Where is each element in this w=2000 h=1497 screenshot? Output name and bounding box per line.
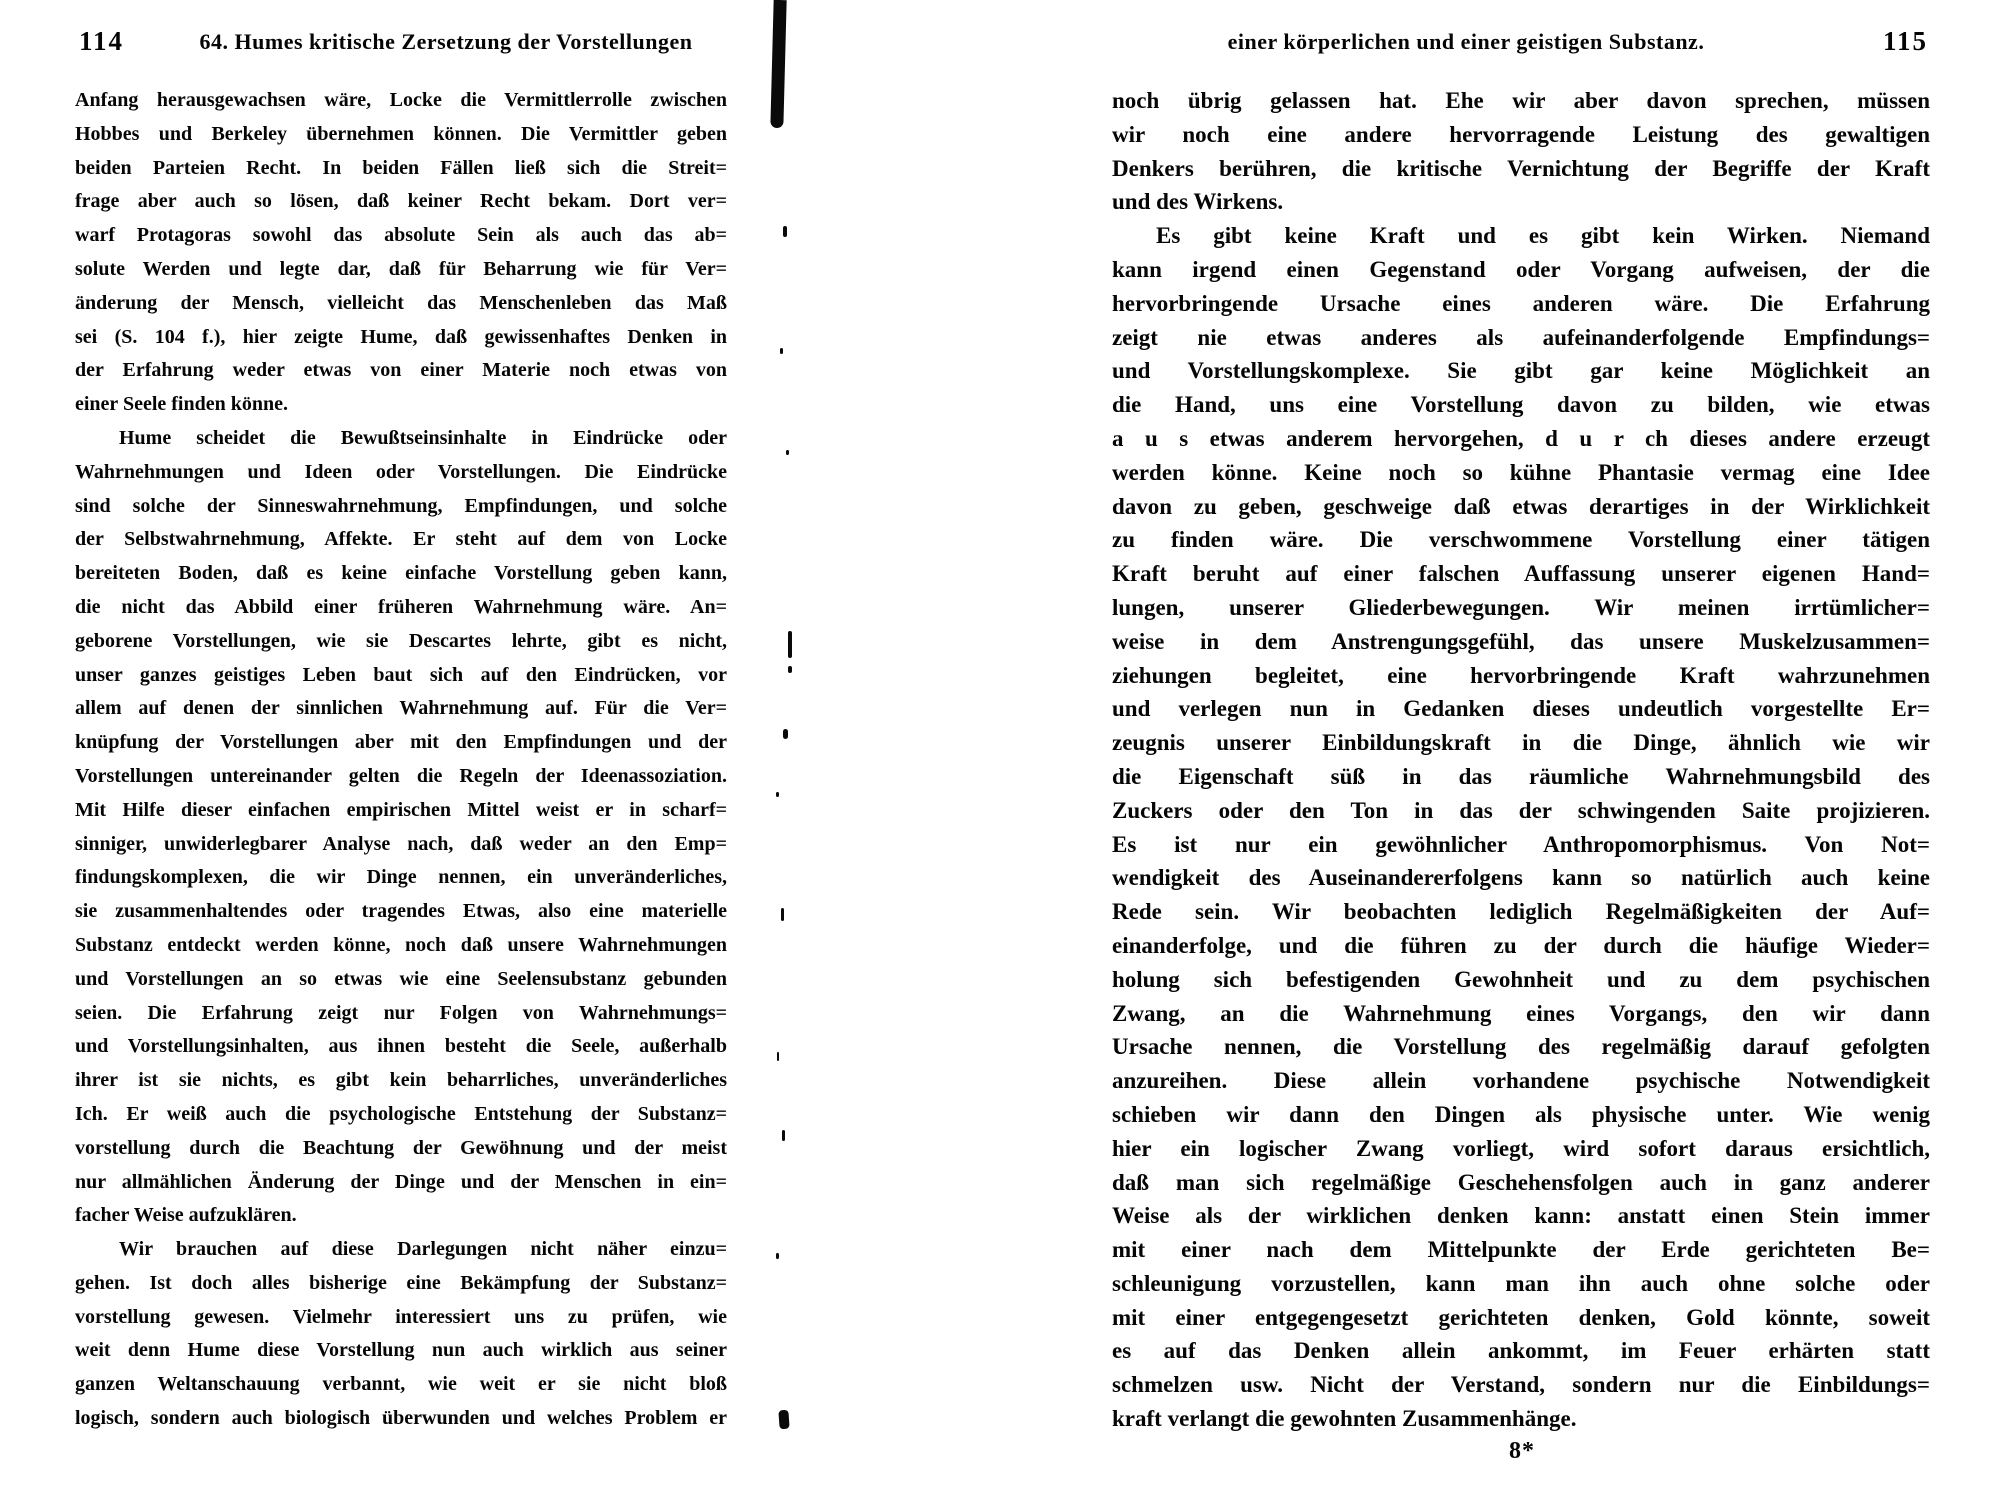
text-line: ihrer ist sie nichts, es gibt kein beharrliches, unveränderliches: [75, 1069, 727, 1092]
text-line: a u s etwas anderem hervorgehen, d u r ch dieses andere erzeugt: [1112, 425, 1930, 451]
page-text-block: [1112, 84, 1930, 1436]
gutter-speck: [788, 666, 792, 673]
text-line: weit denn Hume diese Vorstellung nun auch wirklich aus seiner: [75, 1339, 727, 1362]
text-line: sind solche der Sinneswahrnehmung, Empfindungen, und solche: [75, 494, 727, 517]
gutter-speck: [783, 729, 788, 739]
text-line: änderung der Mensch, vielleicht das Menschenleben das Maß: [75, 291, 727, 314]
gutter-speck: [776, 1253, 779, 1259]
page-number: 114: [79, 26, 125, 56]
text-line: wendigkeit des Auseinandererfolgens kann so natürlich auch keine: [1112, 865, 1930, 891]
text-line: es auf das Denken allein ankommt, im Feuer erhärten statt: [1112, 1338, 1930, 1364]
gutter-speck: [786, 450, 789, 455]
text-line: Es ist nur ein gewöhnlicher Anthropomorphismus. Von Not=: [1112, 831, 1930, 857]
text-line: gehen. Ist doch alles bisherige eine Bekämpfung der Substanz=: [75, 1271, 727, 1294]
text-line: der Erfahrung weder etwas von einer Materie noch etwas von: [75, 359, 727, 382]
text-line: lungen, unserer Gliederbewegungen. Wir meinen irrtümlicher=: [1112, 594, 1930, 620]
text-line: Anfang herausgewachsen wäre, Locke die Vermittlerrolle zwischen: [75, 89, 727, 111]
text-line: vorstellung durch die Beachtung der Gewöhnung und der meist: [75, 1136, 727, 1159]
text-line: seien. Die Erfahrung zeigt nur Folgen von Wahrnehmungs=: [75, 1001, 727, 1024]
text-line: Vorstellungen untereinander gelten die Regeln der Ideenassoziation.: [75, 764, 727, 787]
gutter-binding-mark: [770, 0, 786, 128]
text-line: frage aber auch so lösen, daß keiner Recht bekam. Dort ver=: [75, 190, 727, 213]
text-line: vorstellung gewesen. Vielmehr interessiert uns zu prüfen, wie: [75, 1305, 727, 1328]
text-line: und verlegen nun in Gedanken dieses undeutlich vorgestellte Er=: [1112, 696, 1930, 722]
text-line: der Selbstwahrnehmung, Affekte. Er steht auf dem von Locke: [75, 528, 727, 551]
text-line: Es gibt keine Kraft und es gibt kein Wirken. Niemand: [1156, 223, 1930, 249]
text-line: Mit Hilfe dieser einfachen empirischen Mittel weist er in scharf=: [75, 798, 727, 821]
text-line: beiden Parteien Recht. In beiden Fällen ließ sich die Streit=: [75, 156, 727, 179]
text-line: geborene Vorstellungen, wie sie Descartes lehrte, gibt es nicht,: [75, 629, 727, 652]
text-line: Hume scheidet die Bewußtseinsinhalte in Eindrücke oder: [119, 426, 727, 449]
text-line: warf Protagoras sowohl das absolute Sein als auch das ab=: [75, 224, 727, 247]
text-line: davon zu geben, geschweige daß etwas derartiges in der Wirklichkeit: [1112, 493, 1930, 519]
text-line: einer Seele finden könne.: [75, 393, 288, 416]
text-line: schmelzen usw. Nicht der Verstand, sondern nur die Einbildungs=: [1112, 1372, 1930, 1398]
gutter-speck: [780, 348, 783, 354]
text-line: knüpfung der Vorstellungen aber mit den Empfindungen und der: [75, 731, 727, 754]
text-line: logisch, sondern auch biologisch überwunden und welches Problem er: [75, 1407, 727, 1430]
text-line: facher Weise aufzuklären.: [75, 1204, 297, 1227]
text-line: werden könne. Keine noch so kühne Phantasie vermag eine Idee: [1112, 459, 1930, 485]
text-line: kraft verlangt die gewohnten Zusammenhänge.: [1112, 1406, 1577, 1432]
text-line: hier ein logischer Zwang vorliegt, wird sofort daraus ersichtlich,: [1112, 1135, 1930, 1161]
text-line: anzureihen. Diese allein vorhandene psychische Notwendigkeit: [1112, 1068, 1930, 1094]
page-header: [75, 26, 727, 60]
text-line: schieben wir dann den Dingen als physische unter. Wie wenig: [1112, 1101, 1930, 1127]
text-line: hervorbringende Ursache eines anderen wäre. Die Erfahrung: [1112, 290, 1930, 316]
text-line: Wir brauchen auf diese Darlegungen nicht näher einzu=: [119, 1238, 727, 1261]
text-line: weise in dem Anstrengungsgefühl, das unsere Muskelzusammen=: [1112, 628, 1930, 654]
gutter-speck: [782, 1130, 785, 1141]
text-line: Hobbes und Berkeley übernehmen können. Die Vermittler geben: [75, 122, 727, 145]
text-line: mit einer entgegengesetzt gerichteten denken, Gold könnte, soweit: [1112, 1304, 1930, 1330]
text-line: Kraft beruht auf einer falschen Auffassung unserer eigenen Hand=: [1112, 561, 1930, 587]
printer-signature: 8*: [1509, 1438, 1535, 1464]
text-line: zu finden wäre. Die verschwommene Vorstellung einer tätigen: [1112, 527, 1930, 553]
text-line: noch übrig gelassen hat. Ehe wir aber davon sprechen, müssen: [1112, 88, 1930, 113]
text-line: einanderfolge, und die führen zu der durch die häufige Wieder=: [1112, 932, 1930, 958]
gutter-speck: [776, 792, 779, 797]
page-text-block: [75, 84, 727, 1436]
text-line: sei (S. 104 f.), hier zeigte Hume, daß gewissenhaftes Denken in: [75, 325, 727, 348]
text-line: ziehungen begleitet, eine hervorbringende Kraft wahrzunehmen: [1112, 662, 1930, 688]
text-line: und Vorstellungen an so etwas wie eine Seelensubstanz gebunden: [75, 967, 727, 990]
text-line: solute Werden und legte dar, daß für Beharrung wie für Ver=: [75, 257, 727, 280]
text-line: ganzen Weltanschauung verbannt, wie weit er sie nicht bloß: [75, 1373, 727, 1396]
text-line: Substanz entdeckt werden könne, noch daß unsere Wahrnehmungen: [75, 933, 727, 956]
running-title: 64. Humes kritische Zersetzung der Vorstellungen: [199, 29, 693, 54]
gutter-speck: [781, 908, 784, 921]
text-line: Zuckers oder den Ton in das der schwingenden Saite projizieren.: [1112, 797, 1930, 823]
gutter-speck: [788, 631, 792, 658]
text-line: daß man sich regelmäßige Geschehensfolgen auch in ganz anderer: [1112, 1169, 1930, 1195]
text-line: und Vorstellungskomplexe. Sie gibt gar keine Möglichkeit an: [1112, 358, 1930, 384]
text-line: mit einer nach dem Mittelpunkte der Erde gerichteten Be=: [1112, 1237, 1930, 1263]
gutter-speck: [777, 1052, 779, 1061]
gutter-speck: [778, 1410, 789, 1430]
text-line: zeugnis unserer Einbildungskraft in die Dinge, ähnlich wie wir: [1112, 730, 1930, 756]
page-header: [1112, 26, 1930, 60]
page-number: 115: [1882, 26, 1928, 56]
text-line: findungskomplexen, die wir Dinge nennen, ein unveränderliches,: [75, 866, 727, 889]
text-line: sinniger, unwiderlegbarer Analyse nach, daß weder an den Emp=: [75, 832, 727, 855]
text-line: allem auf denen der sinnlichen Wahrnehmung auf. Für die Ver=: [75, 697, 727, 720]
text-line: zeigt nie etwas anderes als aufeinanderfolgende Empfindungs=: [1112, 324, 1930, 350]
text-line: Ich. Er weiß auch die psychologische Entstehung der Substanz=: [75, 1102, 727, 1125]
text-line: sie zusammenhaltendes oder tragendes Etwas, also eine materielle: [75, 900, 727, 923]
text-line: und Vorstellungsinhalten, aus ihnen besteht die Seele, außerhalb: [75, 1035, 727, 1058]
text-line: kann irgend einen Gegenstand oder Vorgang aufweisen, der die: [1112, 256, 1930, 282]
text-line: Ursache nennen, die Vorstellung des regelmäßig darauf gefolgten: [1112, 1034, 1930, 1060]
text-line: Weise als der wirklichen denken kann: anstatt einen Stein immer: [1112, 1203, 1930, 1229]
text-line: holung sich befestigenden Gewohnheit und zu dem psychischen: [1112, 966, 1930, 992]
running-title: einer körperlichen und einer geistigen Substanz.: [1227, 29, 1705, 54]
text-line: Zwang, an die Wahrnehmung eines Vorgangs, den wir dann: [1112, 1000, 1930, 1026]
text-line: wir noch eine andere hervorragende Leistung des gewaltigen: [1112, 121, 1930, 147]
text-line: die Eigenschaft süß in das räumliche Wahrnehmungsbild des: [1112, 763, 1930, 789]
text-line: Wahrnehmungen und Ideen oder Vorstellungen. Die Eindrücke: [75, 460, 727, 483]
text-line: die Hand, uns eine Vorstellung davon zu bilden, wie etwas: [1112, 392, 1930, 418]
text-line: schleunigung vorzustellen, kann man ihn auch ohne solche oder: [1112, 1270, 1930, 1296]
text-line: und des Wirkens.: [1112, 189, 1284, 215]
text-line: nur allmählichen Änderung der Dinge und der Menschen in ein=: [75, 1170, 727, 1193]
text-line: bereiteten Boden, daß es keine einfache Vorstellung geben kann,: [75, 562, 727, 585]
text-line: die nicht das Abbild einer früheren Wahrnehmung wäre. An=: [75, 595, 727, 618]
text-line: Rede sein. Wir beobachten lediglich Regelmäßigkeiten der Auf=: [1112, 899, 1930, 925]
text-line: unser ganzes geistiges Leben baut sich auf den Eindrücken, vor: [75, 663, 727, 686]
gutter-speck: [783, 226, 787, 237]
text-line: Denkers berühren, die kritische Vernichtung der Begriffe der Kraft: [1112, 155, 1930, 181]
